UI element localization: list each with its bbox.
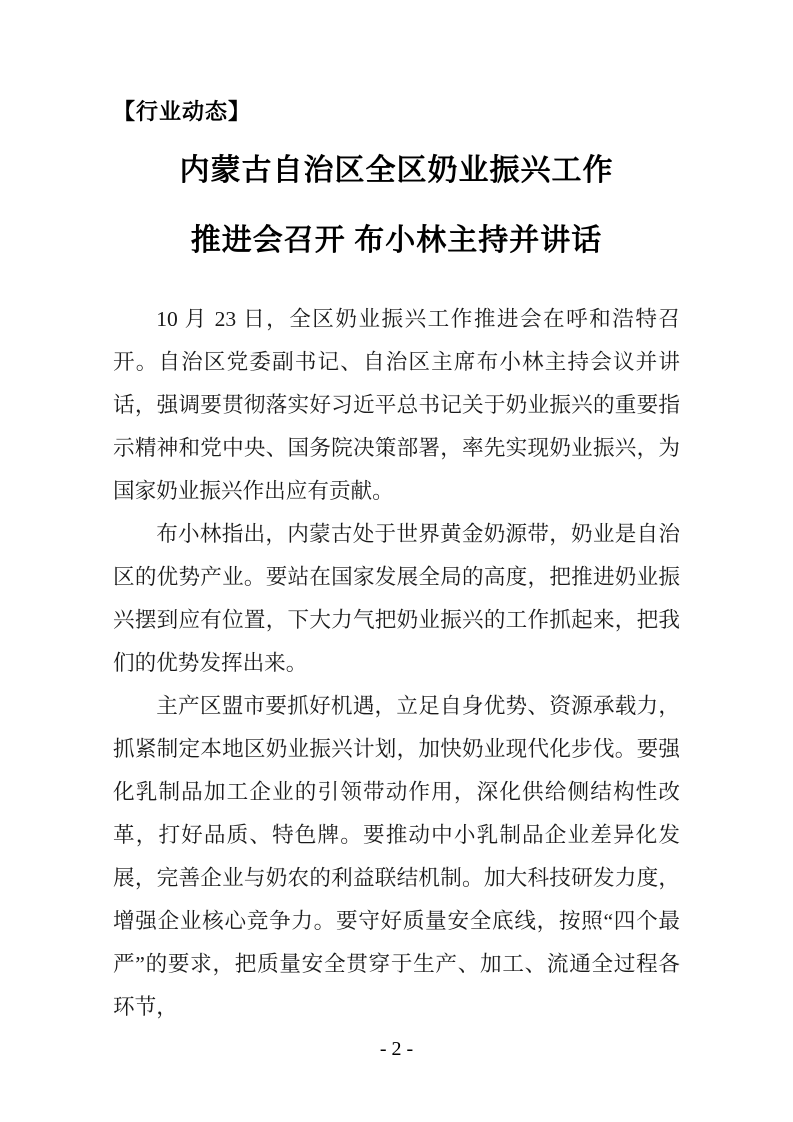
paragraph-3: 主产区盟市要抓好机遇，立足自身优势、资源承载力，抓紧制定本地区奶业振兴计划，加快奶业现代化步伐。要强化乳制品加工企业的引领带动作用，深化供给侧结构性改革，打好品质、特色牌。要推动中小乳制品企业差异化发展，完善企业与奶农的利益联结机制。加大科技研发力度，增强企业核心竞争力。要守好质量安全底线，按照“四个最严”的要求，把质量安全贯穿于生产、加工、流通全过程各环节， — [113, 694, 680, 1019]
section-header: 【行业动态】 — [113, 99, 252, 124]
page-number: - 2 - — [379, 1038, 414, 1060]
document-title-line-1: 内蒙古自治区全区奶业振兴工作 — [179, 154, 614, 187]
body-text — [113, 298, 680, 1029]
paragraph-2: 布小林指出，内蒙古处于世界黄金奶源带，奶业是自治区的优势产业。要站在国家发展全局的高度，把推进奶业振兴摆到应有位置，下大力气把奶业振兴的工作抓起来，把我们的优势发挥出来。 — [113, 522, 680, 675]
document-title-line-2: 推进会召开 布小林主持并讲话 — [190, 224, 603, 257]
document-content — [113, 0, 680, 1029]
paragraph-1: 10 月 23 日，全区奶业振兴工作推进会在呼和浩特召开。自治区党委副书记、自治区主席布小林主持会议并讲话，强调要贯彻落实好习近平总书记关于奶业振兴的重要指示精神和党中央、国务院决策部署，率先实现奶业振兴，为国家奶业振兴作出应有贡献。 — [113, 307, 680, 503]
